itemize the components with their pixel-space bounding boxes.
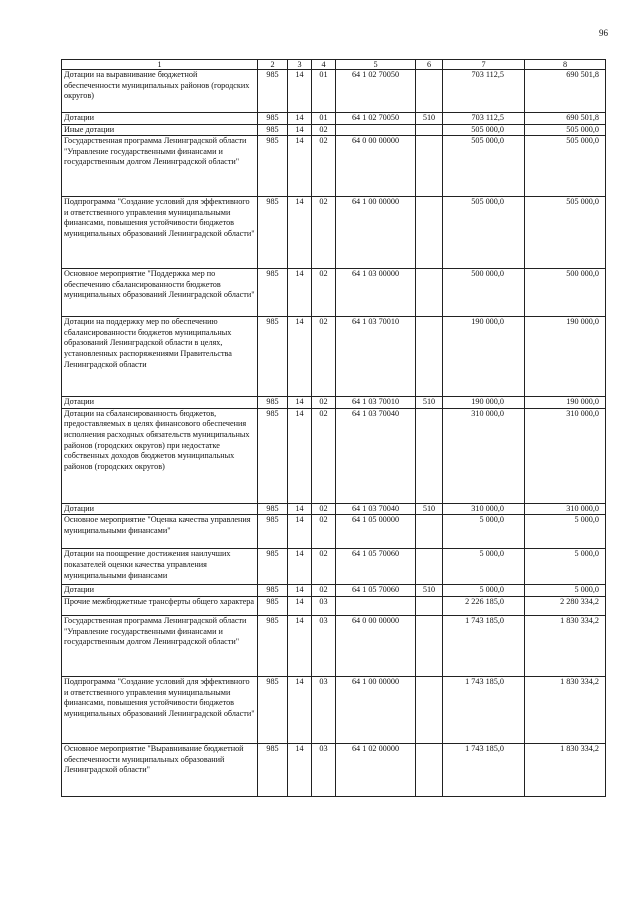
cell-code-ministry: 985 — [258, 549, 288, 585]
table-row — [62, 113, 606, 125]
table-row — [62, 585, 606, 597]
cell-code-target: 64 1 03 00000 — [336, 269, 416, 317]
cell-code-expense-type: 510 — [416, 397, 443, 409]
cell-code-section: 14 — [288, 743, 312, 796]
cell-code-expense-type — [416, 676, 443, 743]
cell-amount-2021: 1 830 334,2 — [525, 743, 606, 796]
cell-amount-2021: 1 830 334,2 — [525, 676, 606, 743]
cell-amount-2020: 500 000,0 — [443, 269, 525, 317]
row-name: Дотации на поддержку мер по обеспечению сбалансированности бюджетов муниципальных образований Ленинградской области в целях, установленных распоряжениями Правительства Ленинградской области — [62, 317, 258, 397]
column-header: 8 — [525, 60, 606, 70]
row-name: Дотации — [62, 113, 258, 125]
cell-code-target: 64 1 02 70050 — [336, 70, 416, 113]
cell-code-expense-type: 510 — [416, 113, 443, 125]
cell-amount-2021: 1 830 334,2 — [525, 615, 606, 676]
cell-code-ministry: 985 — [258, 585, 288, 597]
cell-amount-2021: 5 000,0 — [525, 515, 606, 549]
table-row — [62, 136, 606, 197]
cell-code-target: 64 1 05 70060 — [336, 585, 416, 597]
cell-code-target: 64 0 00 00000 — [336, 615, 416, 676]
table-row — [62, 515, 606, 549]
table-row — [62, 397, 606, 409]
cell-code-section: 14 — [288, 585, 312, 597]
cell-code-expense-type — [416, 317, 443, 397]
table-row — [62, 317, 606, 397]
cell-code-ministry: 985 — [258, 197, 288, 269]
cell-code-subsection: 03 — [312, 615, 336, 676]
cell-code-expense-type — [416, 615, 443, 676]
row-name: Основное мероприятие "Выравнивание бюджетной обеспеченности муниципальных образований Ленинградской области" — [62, 743, 258, 796]
cell-amount-2021: 690 501,8 — [525, 70, 606, 113]
cell-amount-2020: 190 000,0 — [443, 317, 525, 397]
cell-code-expense-type — [416, 269, 443, 317]
cell-code-target: 64 1 02 00000 — [336, 743, 416, 796]
cell-code-expense-type — [416, 124, 443, 136]
cell-amount-2020: 5 000,0 — [443, 549, 525, 585]
cell-code-expense-type — [416, 515, 443, 549]
cell-code-ministry: 985 — [258, 515, 288, 549]
cell-code-section: 14 — [288, 269, 312, 317]
cell-code-expense-type — [416, 596, 443, 615]
cell-code-section: 14 — [288, 549, 312, 585]
cell-code-target: 64 1 03 70010 — [336, 397, 416, 409]
cell-amount-2021: 5 000,0 — [525, 549, 606, 585]
cell-code-ministry: 985 — [258, 615, 288, 676]
row-name: Дотации — [62, 503, 258, 515]
cell-code-subsection: 02 — [312, 124, 336, 136]
page-number: 96 — [599, 28, 608, 38]
cell-code-expense-type — [416, 197, 443, 269]
table-row — [62, 408, 606, 503]
cell-amount-2020: 190 000,0 — [443, 397, 525, 409]
cell-code-subsection: 02 — [312, 197, 336, 269]
row-name: Дотации — [62, 397, 258, 409]
cell-code-target: 64 1 02 70050 — [336, 113, 416, 125]
cell-code-target — [336, 124, 416, 136]
row-name: Основное мероприятие "Оценка качества управления муниципальными финансами" — [62, 515, 258, 549]
column-header: 4 — [312, 60, 336, 70]
cell-code-section: 14 — [288, 615, 312, 676]
cell-amount-2020: 1 743 185,0 — [443, 615, 525, 676]
cell-amount-2020: 310 000,0 — [443, 408, 525, 503]
cell-amount-2020: 703 112,5 — [443, 70, 525, 113]
cell-code-subsection: 03 — [312, 676, 336, 743]
cell-code-section: 14 — [288, 136, 312, 197]
row-name: Государственная программа Ленинградской области "Управление государственными финансами и государственным долгом Ленинградской области" — [62, 615, 258, 676]
cell-code-section: 14 — [288, 124, 312, 136]
row-name: Прочие межбюджетные трансферты общего характера — [62, 596, 258, 615]
cell-amount-2020: 703 112,5 — [443, 113, 525, 125]
table-row — [62, 743, 606, 796]
cell-code-subsection: 02 — [312, 408, 336, 503]
cell-amount-2021: 505 000,0 — [525, 124, 606, 136]
row-name: Государственная программа Ленинградской области "Управление государственными финансами и государственным долгом Ленинградской области" — [62, 136, 258, 197]
cell-code-ministry: 985 — [258, 136, 288, 197]
cell-code-expense-type — [416, 549, 443, 585]
cell-amount-2021: 5 000,0 — [525, 585, 606, 597]
table-row — [62, 676, 606, 743]
cell-amount-2021: 310 000,0 — [525, 503, 606, 515]
cell-code-section: 14 — [288, 113, 312, 125]
cell-code-target: 64 1 00 00000 — [336, 197, 416, 269]
table-row — [62, 269, 606, 317]
cell-code-subsection: 02 — [312, 503, 336, 515]
cell-amount-2020: 1 743 185,0 — [443, 676, 525, 743]
cell-code-target: 64 1 05 00000 — [336, 515, 416, 549]
cell-code-section: 14 — [288, 197, 312, 269]
column-header: 1 — [62, 60, 258, 70]
cell-code-ministry: 985 — [258, 408, 288, 503]
cell-code-expense-type — [416, 743, 443, 796]
cell-code-expense-type — [416, 136, 443, 197]
cell-code-subsection: 02 — [312, 397, 336, 409]
cell-code-ministry: 985 — [258, 397, 288, 409]
cell-code-target: 64 1 03 70010 — [336, 317, 416, 397]
cell-code-section: 14 — [288, 596, 312, 615]
cell-amount-2020: 5 000,0 — [443, 585, 525, 597]
cell-code-section: 14 — [288, 70, 312, 113]
column-header: 7 — [443, 60, 525, 70]
cell-amount-2021: 690 501,8 — [525, 113, 606, 125]
cell-code-section: 14 — [288, 317, 312, 397]
cell-amount-2021: 190 000,0 — [525, 397, 606, 409]
row-name: Основное мероприятие "Поддержка мер по обеспечению сбалансированности бюджетов муниципальных образований Ленинградской области" — [62, 269, 258, 317]
table-row — [62, 549, 606, 585]
cell-code-subsection: 02 — [312, 549, 336, 585]
cell-amount-2020: 505 000,0 — [443, 136, 525, 197]
cell-code-subsection: 01 — [312, 113, 336, 125]
cell-code-ministry: 985 — [258, 317, 288, 397]
cell-code-ministry: 985 — [258, 113, 288, 125]
cell-amount-2020: 505 000,0 — [443, 124, 525, 136]
cell-code-expense-type: 510 — [416, 585, 443, 597]
cell-code-ministry: 985 — [258, 676, 288, 743]
cell-code-subsection: 03 — [312, 743, 336, 796]
cell-code-expense-type — [416, 408, 443, 503]
cell-amount-2020: 1 743 185,0 — [443, 743, 525, 796]
cell-code-target: 64 1 03 70040 — [336, 408, 416, 503]
cell-code-target — [336, 596, 416, 615]
table-row — [62, 124, 606, 136]
cell-amount-2020: 2 226 185,0 — [443, 596, 525, 615]
cell-amount-2020: 310 000,0 — [443, 503, 525, 515]
cell-code-ministry: 985 — [258, 269, 288, 317]
cell-code-section: 14 — [288, 397, 312, 409]
cell-amount-2021: 500 000,0 — [525, 269, 606, 317]
cell-code-subsection: 02 — [312, 136, 336, 197]
cell-amount-2021: 190 000,0 — [525, 317, 606, 397]
cell-amount-2020: 5 000,0 — [443, 515, 525, 549]
cell-code-ministry: 985 — [258, 503, 288, 515]
column-header: 3 — [288, 60, 312, 70]
cell-code-section: 14 — [288, 503, 312, 515]
row-name: Подпрограмма "Создание условий для эффективного и ответственного управления муниципальными финансами, повышения устойчивости бюджетов муниципальных образований Ленинградской области" — [62, 197, 258, 269]
cell-code-target: 64 1 00 00000 — [336, 676, 416, 743]
cell-code-ministry: 985 — [258, 124, 288, 136]
column-header: 2 — [258, 60, 288, 70]
cell-code-section: 14 — [288, 676, 312, 743]
budget-table — [61, 59, 606, 797]
cell-code-expense-type: 510 — [416, 503, 443, 515]
cell-amount-2021: 2 280 334,2 — [525, 596, 606, 615]
table-row — [62, 197, 606, 269]
table-row — [62, 503, 606, 515]
cell-amount-2021: 505 000,0 — [525, 136, 606, 197]
cell-code-section: 14 — [288, 408, 312, 503]
row-name: Дотации на поощрение достижения наилучших показателей оценки качества управления муниципальными финансами — [62, 549, 258, 585]
cell-code-subsection: 01 — [312, 70, 336, 113]
table-row — [62, 615, 606, 676]
cell-code-subsection: 03 — [312, 596, 336, 615]
row-name: Иные дотации — [62, 124, 258, 136]
cell-code-subsection: 02 — [312, 269, 336, 317]
table-row — [62, 596, 606, 615]
column-header: 5 — [336, 60, 416, 70]
cell-code-ministry: 985 — [258, 70, 288, 113]
cell-code-subsection: 02 — [312, 317, 336, 397]
cell-code-ministry: 985 — [258, 596, 288, 615]
cell-amount-2021: 310 000,0 — [525, 408, 606, 503]
cell-code-ministry: 985 — [258, 743, 288, 796]
cell-amount-2020: 505 000,0 — [443, 197, 525, 269]
cell-code-expense-type — [416, 70, 443, 113]
column-header: 6 — [416, 60, 443, 70]
row-name: Дотации — [62, 585, 258, 597]
cell-code-subsection: 02 — [312, 585, 336, 597]
row-name: Дотации на выравнивание бюджетной обеспеченности муниципальных районов (городских округов) — [62, 70, 258, 113]
cell-code-target: 64 1 03 70040 — [336, 503, 416, 515]
cell-code-subsection: 02 — [312, 515, 336, 549]
cell-code-section: 14 — [288, 515, 312, 549]
cell-code-target: 64 0 00 00000 — [336, 136, 416, 197]
cell-amount-2021: 505 000,0 — [525, 197, 606, 269]
cell-code-target: 64 1 05 70060 — [336, 549, 416, 585]
row-name: Подпрограмма "Создание условий для эффективного и ответственного управления муниципальными финансами, повышения устойчивости бюджетов муниципальных образований Ленинградской области" — [62, 676, 258, 743]
table-row — [62, 70, 606, 113]
row-name: Дотации на сбалансированность бюджетов, предоставляемых в целях финансового обеспечения исполнения расходных обязательств муниципальных районов (городских округов) при недостатке собственных доходов бюджетов муниципальных районов (городских округов) — [62, 408, 258, 503]
table-header-row — [62, 60, 606, 70]
